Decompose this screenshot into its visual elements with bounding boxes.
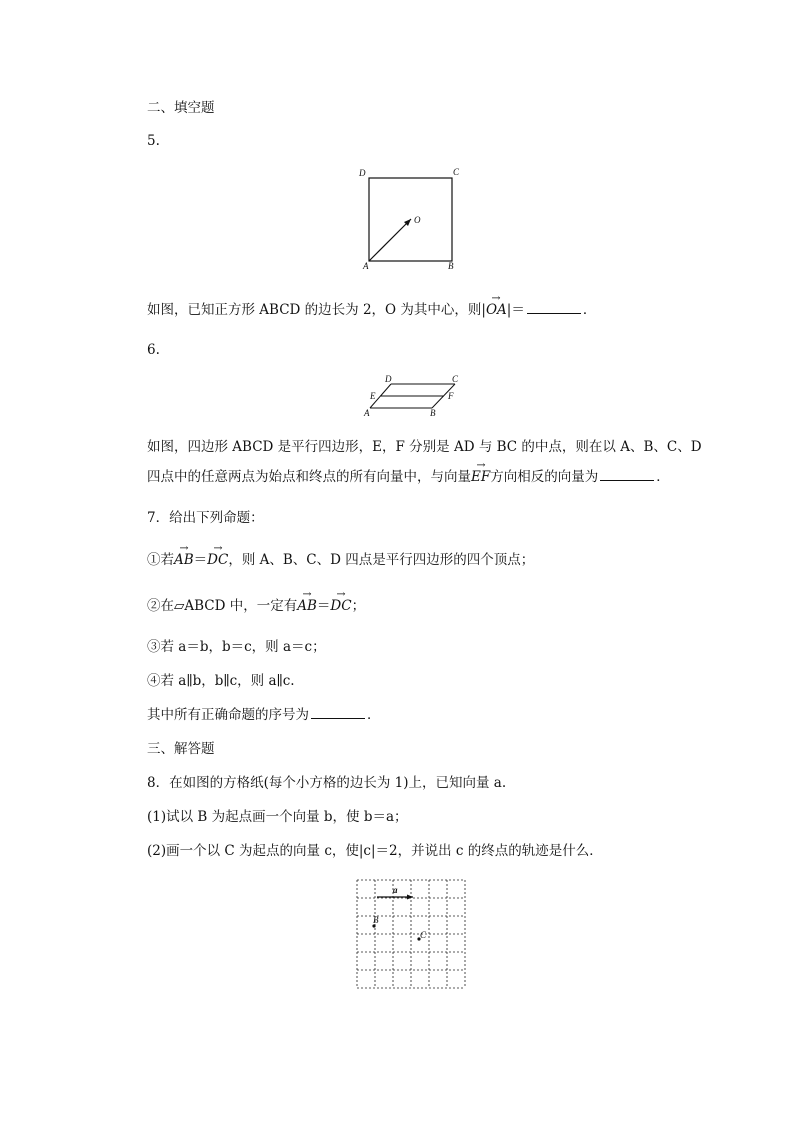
q6-label-f: F: [448, 391, 454, 401]
q7-item1: ①若→ AB＝→ DC，则 A、B、C、D 四点是平行四边形的四个顶点；: [147, 550, 534, 570]
q6-answer-blank[interactable]: [600, 467, 654, 481]
q5-square-figure: [355, 164, 465, 274]
q5-label-b: B: [448, 261, 454, 271]
q5-question: 如图，已知正方形 ABCD 的边长为 2，O 为其中心，则|→ OA|＝ ．: [147, 300, 596, 320]
q5-label-c: C: [453, 167, 460, 177]
q7-item2: ②在▱ABCD 中，一定有→ AB＝→ DC；: [147, 596, 365, 616]
q6-label-b: B: [430, 408, 436, 418]
q7-title: 7．给出下列命题：: [147, 510, 264, 526]
grid-label-a: a: [393, 885, 398, 895]
grid-label-b: B: [373, 915, 379, 925]
grid-label-c: C: [420, 930, 427, 940]
q8-part1: (1)试以 B 为起点画一个向量 b，使 b＝a；: [147, 809, 408, 825]
q7-answer-blank[interactable]: [311, 705, 365, 719]
q6-label-c: C: [452, 374, 459, 384]
q6-label-a: A: [364, 408, 370, 418]
q5-vector-oa: → OA: [486, 300, 507, 320]
q5-label-a: A: [363, 261, 369, 271]
q8-grid-figure: [357, 880, 465, 988]
q7-item4: ④若 a∥b，b∥c，则 a∥c.: [147, 673, 295, 689]
section-title-answer: 三、解答题: [147, 741, 215, 757]
q5-label-o: O: [414, 215, 421, 225]
q6-question-line2: 四点中的任意两点为始点和终点的所有向量中，与向量→ EF方向相反的向量为 ．: [147, 467, 670, 487]
q6-parallelogram-figure: [360, 372, 470, 420]
q7-ask: 其中所有正确命题的序号为 ．: [147, 707, 381, 723]
q7-item3: ③若 a＝b，b＝c，则 a＝c；: [147, 639, 326, 655]
q8-intro: 8．在如图的方格纸(每个小方格的边长为 1)上，已知向量 a.: [147, 775, 507, 791]
q5-label-d: D: [359, 168, 366, 178]
q6-vector-ef: → EF: [471, 467, 490, 487]
q8-part2: (2)画一个以 C 为起点的向量 c，使|c|＝2，并说出 c 的终点的轨迹是什么．: [147, 843, 603, 859]
q6-question-line1: 如图，四边形 ABCD 是平行四边形，E，F 分别是 AD 与 BC 的中点，则在以 A、B、C、D: [147, 439, 702, 455]
q6-label-d: D: [385, 374, 392, 384]
q5-number: 5.: [147, 133, 160, 149]
q6-number: 6.: [147, 342, 160, 358]
q5-answer-blank[interactable]: [527, 300, 581, 314]
q6-label-e: E: [370, 391, 376, 401]
section-title-fill-in: 二、填空题: [147, 100, 215, 116]
